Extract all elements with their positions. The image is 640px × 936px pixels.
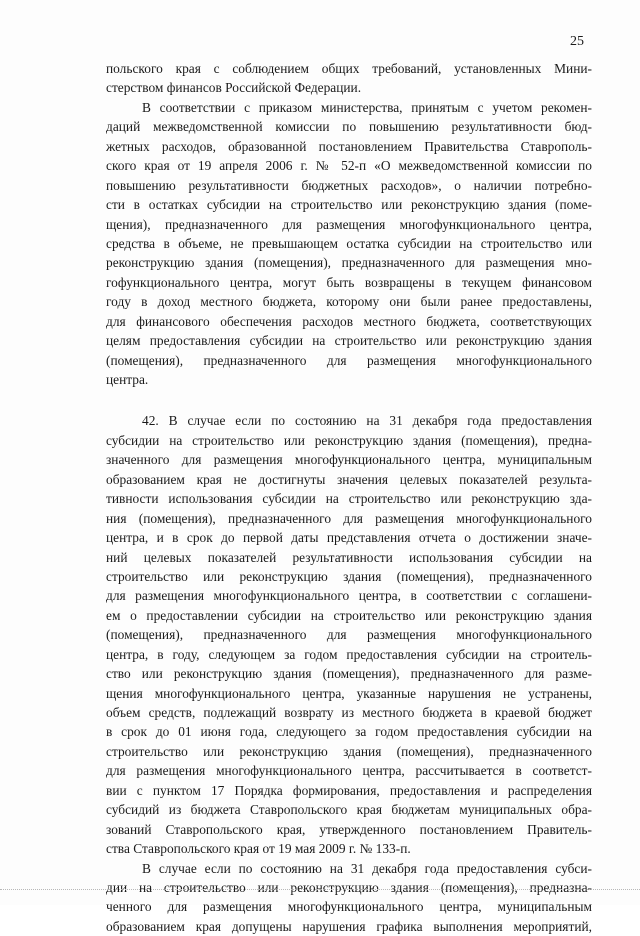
text-line: средства в объеме, не превышающем остатка субсидии на строительство или [106,235,592,251]
text-line: сти в остатках субсидии на строительство или реконструкцию здания (поме- [106,197,592,213]
text-line: польского края с соблюдением общих требований, установленных Мини- [106,61,592,76]
text-line: ского края от 19 апреля 2006 г. № 52-п «О межведомственной комиссии по [106,158,592,174]
text-line: В соответствии с приказом министерства, принятым с учетом рекомен- [142,99,592,115]
text-line: щения многофункционального центра, указанные нарушения не устранены, [106,685,592,701]
text-line: (помещения), предназначенного для размещения многофункционального [106,352,592,368]
text-line: ния (помещения), предназначенного для размещения многофункционального [106,510,592,526]
text-line: объем средств, подлежащий возврату из местного бюджета в краевой бюджет [106,705,592,720]
text-line: даций межведомственной комиссии по повышению результативности бюд- [106,119,592,135]
text-line: центра, в году, следующем за годом предоставления субсидии на строитель- [106,646,592,662]
text-line: гофункционального центра, могут быть возвращены в текущем финансовом [106,274,592,290]
text-line: зований Ставропольского края, утвержденного постановлением Правитель- [106,821,592,837]
text-line: строительство или реконструкцию здания (помещения), предназначенного [106,568,592,584]
text-line: для размещения многофункционального центра, в соответствии с соглашени- [106,588,592,604]
footer-scan-rule [0,889,640,890]
text-line: в срок до 01 июня года, следующего за годом предоставления субсидии на [106,724,592,740]
text-line: (помещения), предназначенного для размещения многофункционального [106,627,592,643]
text-line: образованием края не достигнуты значения целевых показателей результа- [106,471,592,487]
text-line: субсидий из бюджета Ставропольского края бюджетам муниципальных обра- [106,802,592,818]
text-line: ство или реконструкцию здания (помещения), предназначенного для разме- [106,666,592,682]
text-line: тивности использования субсидии на строительство или реконструкцию зда- [106,491,592,507]
text-line: субсидии на строительство или реконструкцию здания (помещения), предна- [106,432,592,448]
text-line: В случае если по состоянию на 31 декабря года предоставления субси- [142,860,592,876]
text-line: значенного для размещения многофункционального центра, муниципальным [106,452,592,468]
text-line: 42. В случае если по состоянию на 31 декабря года предоставления [142,413,592,429]
text-line: повышению результативности бюджетных расходов», о наличии потребно- [106,177,592,193]
text-line: дии на строительство или реконструкцию здания (помещения), предназна- [106,879,592,895]
text-line: образованием края допущены нарушения графика выполнения мероприятий, [106,918,592,934]
text-line: стерством финансов Российской Федерации. [106,80,362,96]
text-line: для размещения многофункционального центра, рассчитывается в соответст- [106,763,592,779]
document-body [106,59,592,936]
text-line: году в доход местного бюджета, которому они были ранее предоставлены, [106,294,592,310]
text-line: ем о предоставлении субсидии на строительство или реконструкцию здания [106,607,592,623]
text-line: центра, и в срок до первой даты представления отчета о достижении значе- [106,530,592,546]
text-line: целям предоставления субсидии на строительство или реконструкцию здания [106,333,592,349]
text-line: ченного для размещения многофункционального центра, муниципальным [106,899,592,915]
text-line: центра. [106,372,149,387]
text-line: жетных расходов, образованной постановлением Правительства Ставрополь- [106,138,592,154]
page-number: 25 [570,34,584,49]
text-line: строительство или реконструкцию здания (помещения), предназначенного [106,743,592,759]
text-line: ний целевых показателей результативности использования субсидии на [106,549,592,565]
text-line: вии с пунктом 17 Порядка формирования, предоставления и распределения [106,782,592,798]
text-line: для финансового обеспечения расходов местного бюджета, соответствующих [106,313,592,329]
text-line: реконструкцию здания (помещения), предназначенного для размещения мно- [106,255,592,271]
text-line: ства Ставропольского края от 19 мая 2009 г. № 133-п. [106,841,411,857]
paragraph-gap [106,389,592,411]
text-line: щения), предназначенного для размещения многофункционального центра, [106,216,592,232]
